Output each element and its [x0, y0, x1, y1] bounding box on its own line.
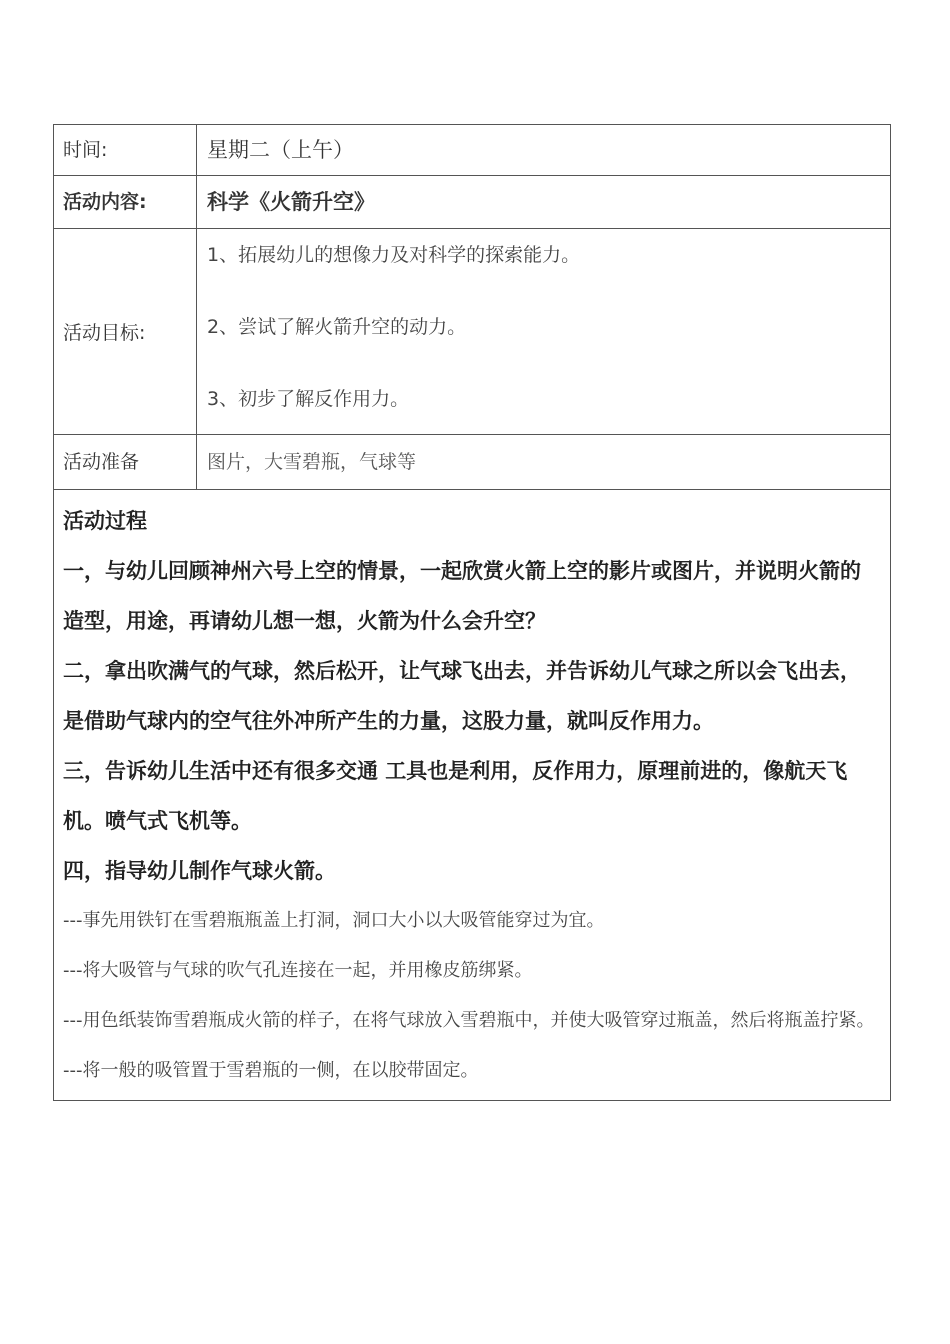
prep-row: [54, 435, 891, 490]
time-row: [54, 125, 891, 176]
time-label: 时间:: [54, 125, 197, 176]
process-paragraph: 一，与幼儿回顾神州六号上空的情景，一起欣赏火箭上空的影片或图片，并说明火箭的造型，用途，再请幼儿想一想，火箭为什么会升空？: [63, 559, 861, 633]
process-step: ---事先用铁钉在雪碧瓶瓶盖上打洞，洞口大小以大吸管能穿过为宜。: [63, 910, 605, 931]
process-title: 活动过程: [63, 509, 147, 533]
content-value: 科学《火箭升空》: [197, 176, 891, 229]
prep-label: 活动准备: [54, 435, 197, 490]
goal-item: 2、尝试了解火箭升空的动力。: [207, 316, 467, 338]
goal-label: 活动目标:: [54, 229, 197, 435]
prep-value: 图片，大雪碧瓶，气球等: [197, 435, 891, 490]
process-paragraph: 四，指导幼儿制作气球火箭。: [63, 859, 336, 883]
lesson-plan-table: [53, 124, 891, 1101]
goal-list: [197, 229, 891, 435]
lesson-plan-page: [53, 124, 891, 1101]
process-cell: [54, 490, 891, 1101]
time-value: 星期二（上午）: [197, 125, 891, 176]
process-step: ---用色纸装饰雪碧瓶成火箭的样子，在将气球放入雪碧瓶中，并使大吸管穿过瓶盖，然后将瓶盖拧紧。: [63, 1010, 875, 1031]
process-step: ---将一般的吸管置于雪碧瓶的一侧，在以胶带固定。: [63, 1060, 479, 1081]
content-label: 活动内容:: [54, 176, 197, 229]
process-paragraph: 三，告诉幼儿生活中还有很多交通 工具也是利用，反作用力，原理前进的，像航天飞机。喷气式飞机等。: [63, 759, 848, 833]
goal-item: 1、拓展幼儿的想像力及对科学的探索能力。: [207, 244, 581, 266]
content-row: [54, 176, 891, 229]
process-row: [54, 490, 891, 1101]
process-step: ---将大吸管与气球的吹气孔连接在一起，并用橡皮筋绑紧。: [63, 960, 533, 981]
goal-item: 3、初步了解反作用力。: [207, 388, 410, 410]
goal-row: [54, 229, 891, 435]
process-paragraph: 二，拿出吹满气的气球，然后松开，让气球飞出去，并告诉幼儿气球之所以会飞出去，是借助气球内的空气往外冲所产生的力量，这股力量，就叫反作用力。: [63, 659, 861, 733]
